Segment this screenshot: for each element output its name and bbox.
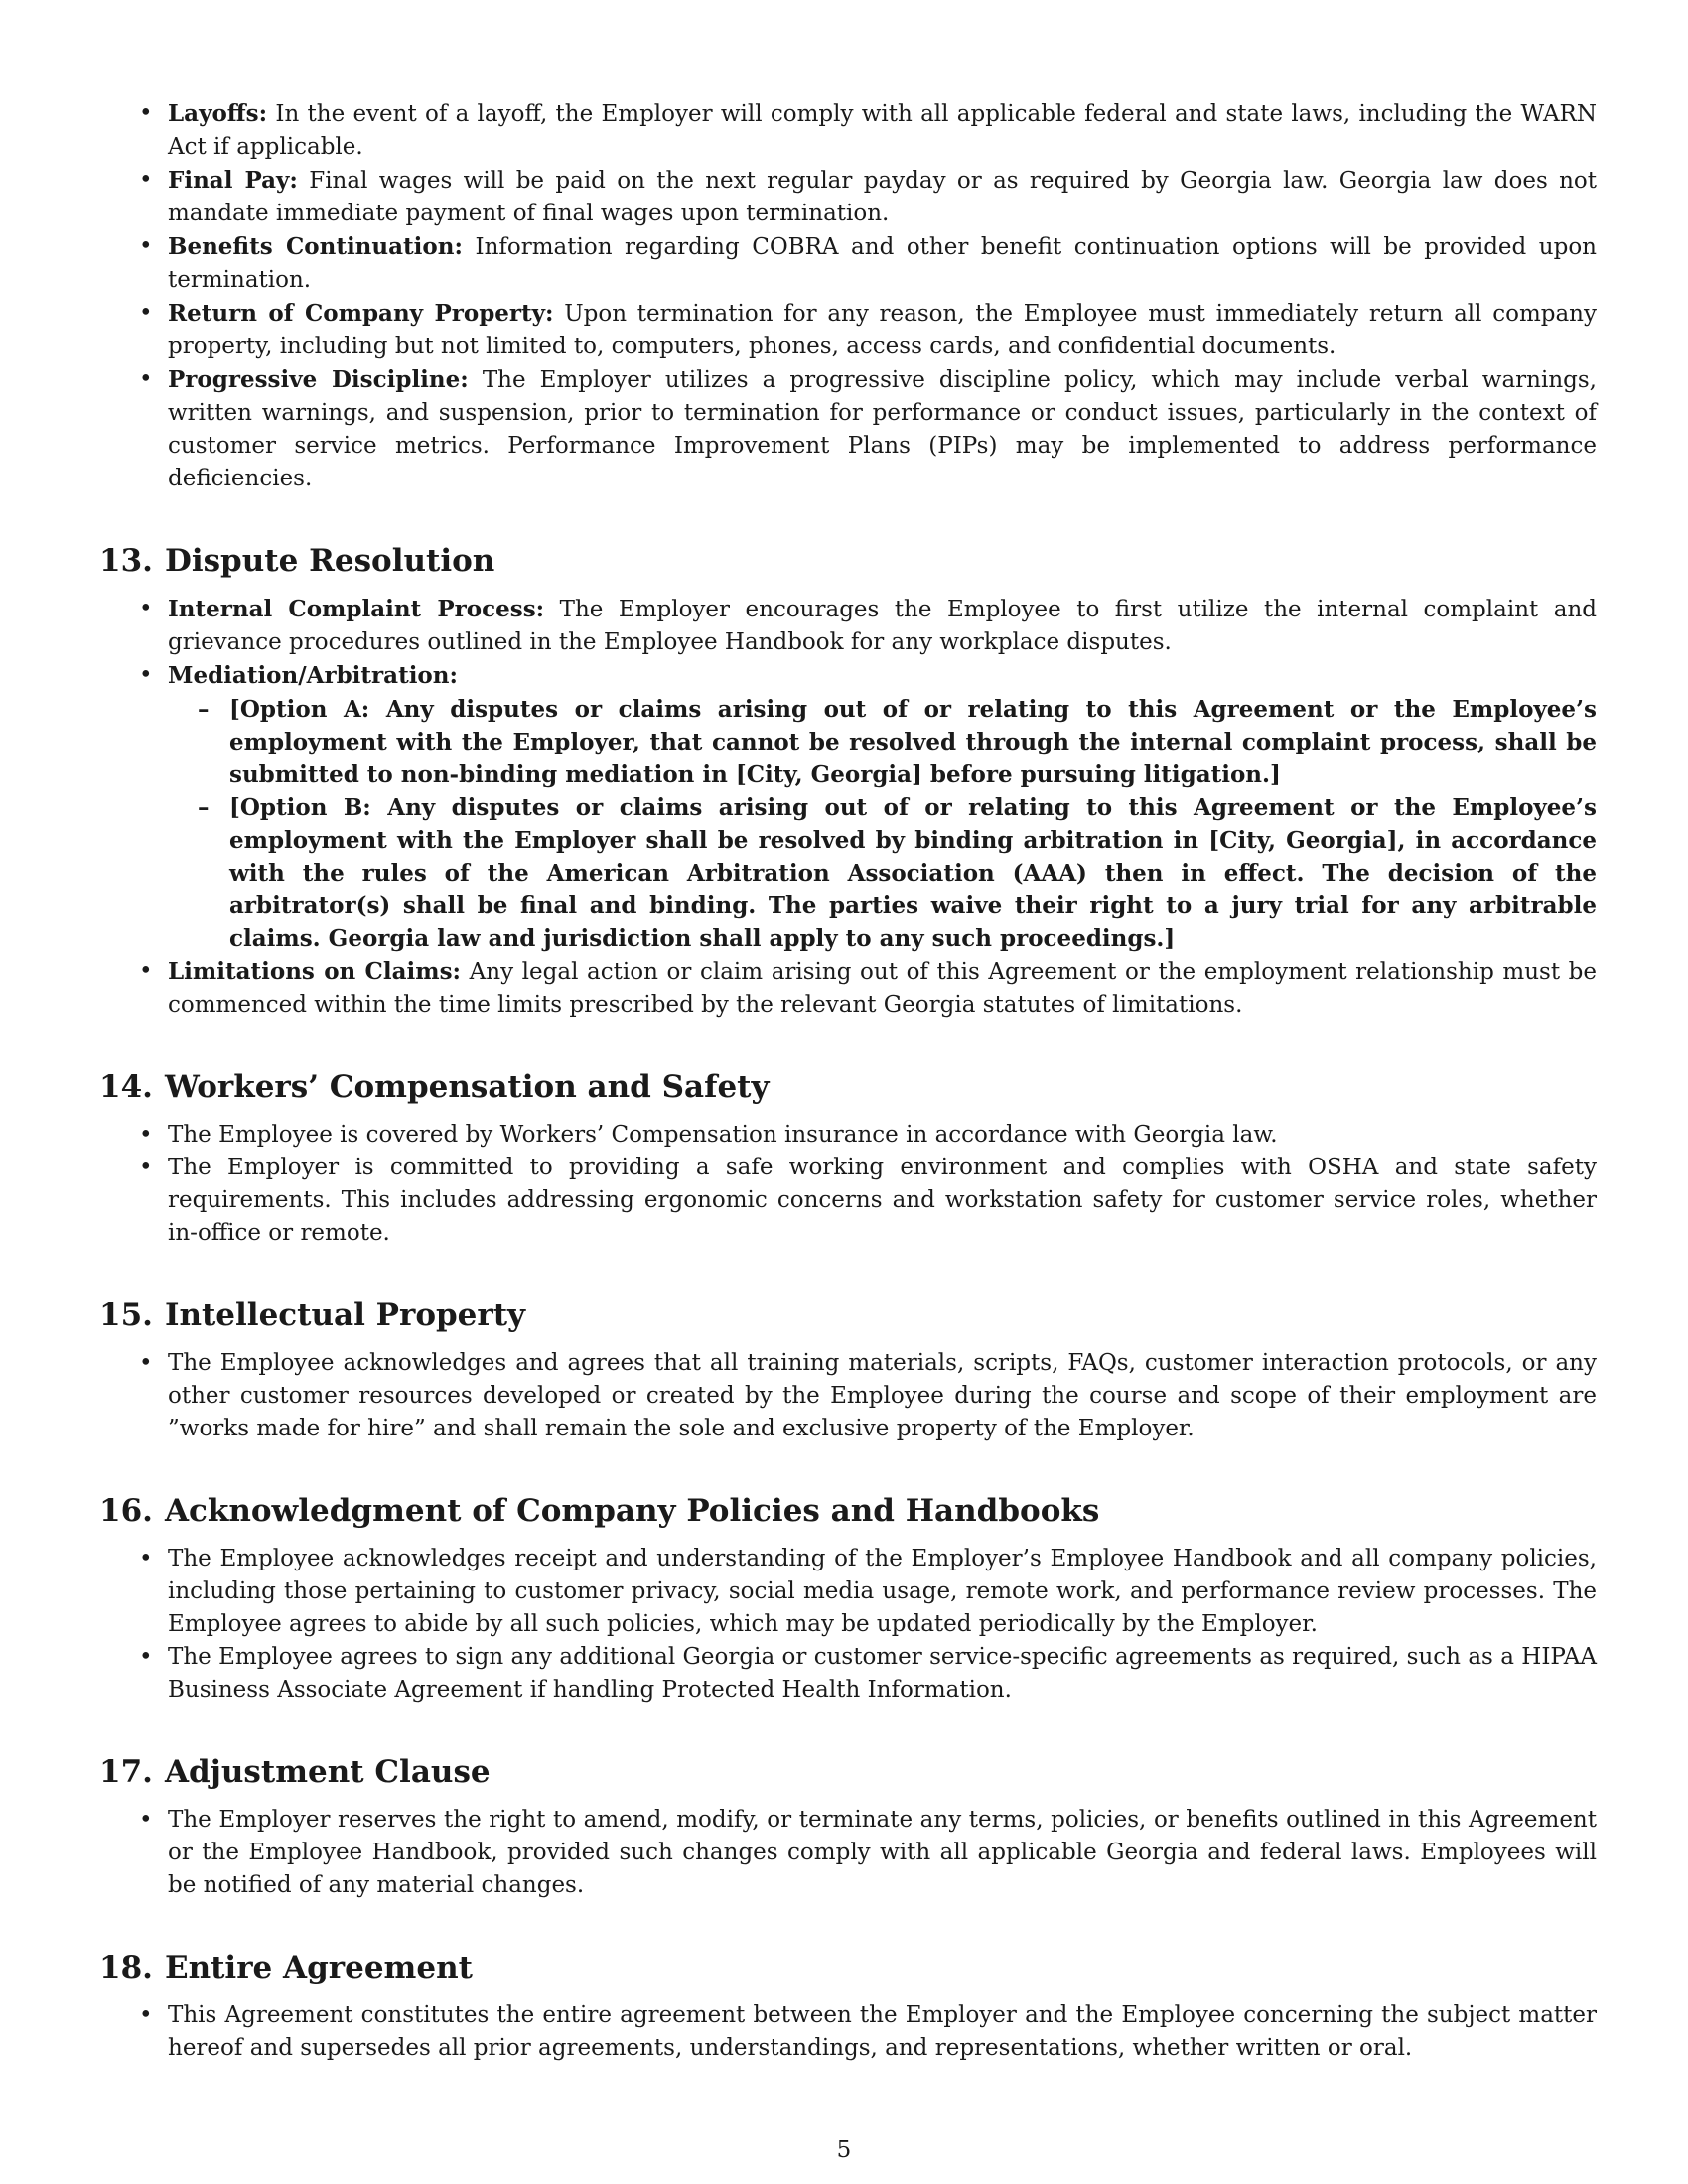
item-label: Internal Complaint Process: xyxy=(168,596,545,622)
adjustment-clause-list xyxy=(99,1804,1597,1902)
workers-compensation-list xyxy=(99,1119,1597,1250)
section-title: Acknowledgment of Company Policies and Handbooks xyxy=(164,1493,1100,1529)
page-number: 5 xyxy=(836,2137,852,2163)
option-b: – [Option B: Any disputes or claims arising out of or relating to this Agreement or the Employee’s employment with the Employer shall be resolved by binding arbitration in [City, Georgia], in accordance with the rules of the American Arbitration Association (AAA) then in effect. The decision of the arbitrator(s) shall be final and binding. The parties waive their right to a jury trial for any arbitrable claims. Georgia law and jurisdiction shall apply to any such proceedings.] xyxy=(168,791,1597,955)
item-text: Final wages will be paid on the next regular payday or as required by Georgia law. Georgia law does not mandate immediate payment of final wages upon termination. xyxy=(168,168,1597,226)
section-heading-intellectual-property xyxy=(99,1296,1597,1335)
arbitration-options-list xyxy=(168,693,1597,955)
section-heading-adjustment-clause xyxy=(99,1752,1597,1792)
section-title: Dispute Resolution xyxy=(164,543,495,579)
item-text: Upon termination for any reason, the Employee must immediately return all company property, including but not limited to, computers, phones, access cards, and confidential documents. xyxy=(168,301,1597,359)
list-item: • This Agreement constitutes the entire agreement between the Employer and the Employee concerning the subject matter hereof and supersedes all prior agreements, understandings, and representations, whether written or oral. xyxy=(99,1999,1597,2065)
item-label: Benefits Continuation: xyxy=(168,233,463,260)
section-title: Entire Agreement xyxy=(164,1950,473,1985)
page-content xyxy=(99,97,1597,2065)
list-item-return-property xyxy=(99,297,1597,363)
list-item: • The Employer reserves the right to amend, modify, or terminate any terms, policies, or benefits outlined in this Agreement or the Employee Handbook, provided such changes comply with all applicable Georgia and federal laws. Employees will be notified of any material changes. xyxy=(99,1804,1597,1902)
list-item-layoffs xyxy=(99,97,1597,164)
section-heading-entire-agreement xyxy=(99,1948,1597,1987)
list-item-progressive-discipline xyxy=(99,363,1597,495)
termination-list xyxy=(99,97,1597,495)
entire-agreement-list xyxy=(99,1999,1597,2065)
section-heading-workers-compensation xyxy=(99,1067,1597,1107)
item-label: Layoffs: xyxy=(168,100,268,127)
item-text: The Employer encourages the Employee to first utilize the internal complaint and grievance procedures outlined in the Employee Handbook for any workplace disputes. xyxy=(168,597,1597,655)
dispute-resolution-list xyxy=(99,593,1597,1022)
option-a: – [Option A: Any disputes or claims arising out of or relating to this Agreement or the Employee’s employment with the Employer, that cannot be resolved through the internal complaint process, shall be submitted to non-binding mediation in [City, Georgia] before pursuing litigation.] xyxy=(168,693,1597,791)
section-number: 17. xyxy=(99,1754,153,1790)
item-label: Limitations on Claims: xyxy=(168,958,462,985)
section-number: 18. xyxy=(99,1950,153,1985)
section-number: 13. xyxy=(99,543,153,579)
list-item-final-pay xyxy=(99,164,1597,230)
intellectual-property-list xyxy=(99,1347,1597,1445)
section-title: Intellectual Property xyxy=(164,1297,526,1333)
item-label: Mediation/Arbitration: xyxy=(168,662,458,689)
section-number: 16. xyxy=(99,1493,153,1529)
list-item-internal-complaint xyxy=(99,593,1597,659)
section-title: Workers’ Compensation and Safety xyxy=(164,1069,770,1105)
item-label: Progressive Discipline: xyxy=(168,366,469,393)
item-label: Return of Company Property: xyxy=(168,300,554,327)
section-heading-acknowledgment xyxy=(99,1491,1597,1531)
list-item: • The Employee is covered by Workers’ Compensation insurance in accordance with Georgia law. xyxy=(99,1119,1597,1152)
item-text: Any legal action or claim arising out of this Agreement or the employment relationship must be commenced within the time limits prescribed by the relevant Georgia statutes of limitations. xyxy=(168,959,1598,1018)
item-label: Final Pay: xyxy=(168,167,298,194)
list-item: • The Employee acknowledges and agrees that all training materials, scripts, FAQs, customer interaction protocols, or any other customer resources developed or created by the Employee during the course and scope of their employment are ”works made for hire” and shall remain the sole and exclusive property of the Employer. xyxy=(99,1347,1597,1445)
list-item-mediation-arbitration xyxy=(99,659,1597,955)
list-item: • The Employee acknowledges receipt and understanding of the Employer’s Employee Handbook and all company policies, including those pertaining to customer privacy, social media usage, remote work, and performance review processes. The Employee agrees to abide by all such policies, which may be updated periodically by the Employer. xyxy=(99,1543,1597,1641)
section-title: Adjustment Clause xyxy=(164,1754,491,1790)
list-item: • The Employee agrees to sign any additional Georgia or customer service-specific agreements as required, such as a HIPAA Business Associate Agreement if handling Protected Health Information. xyxy=(99,1641,1597,1706)
section-heading-dispute-resolution xyxy=(99,541,1597,581)
item-text: In the event of a layoff, the Employer will comply with all applicable federal and state laws, including the WARN Act if applicable. xyxy=(168,101,1598,160)
item-text: Information regarding COBRA and other benefit continuation options will be provided upon termination. xyxy=(168,234,1597,293)
list-item-limitations xyxy=(99,955,1597,1022)
section-number: 14. xyxy=(99,1069,153,1105)
list-item: • The Employer is committed to providing a safe working environment and complies with OSHA and state safety requirements. This includes addressing ergonomic concerns and workstation safety for customer service roles, whether in-office or remote. xyxy=(99,1152,1597,1250)
acknowledgment-list xyxy=(99,1543,1597,1706)
item-text: The Employer utilizes a progressive discipline policy, which may include verbal warnings, written warnings, and suspension, prior to termination for performance or conduct issues, particularly in the context of customer service metrics. Performance Improvement Plans (PIPs) may be implemented to address performance deficiencies. xyxy=(168,367,1597,491)
section-number: 15. xyxy=(99,1297,153,1333)
list-item-benefits-continuation xyxy=(99,230,1597,297)
